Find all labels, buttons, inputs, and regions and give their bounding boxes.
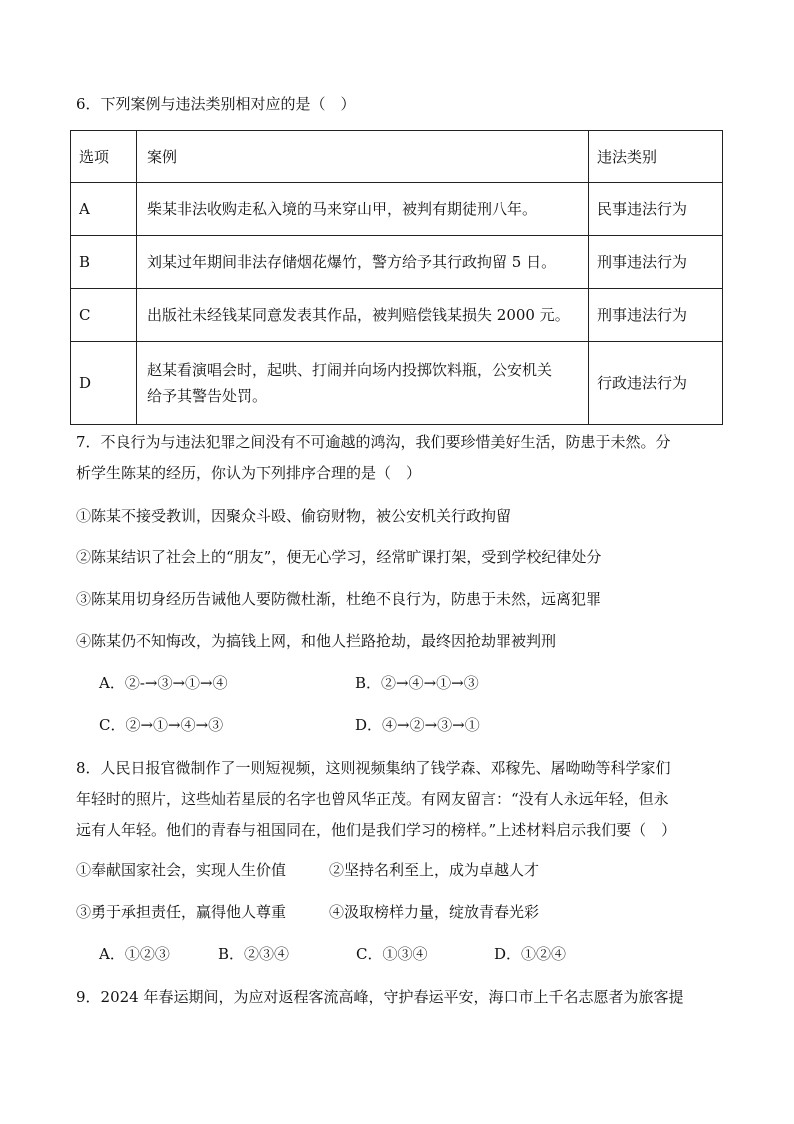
q8-option-d[interactable]: D．①②④: [494, 945, 567, 963]
q8-option-c[interactable]: C．①③④: [356, 945, 428, 963]
table-row: [71, 342, 723, 425]
table-row: [71, 183, 723, 236]
row-category: 民事违法行为: [589, 183, 723, 236]
q9-stem-line: 9．2024 年春运期间，为应对返程客流高峰，守护春运平安，海口市上千名志愿者为旅客提: [76, 988, 684, 1006]
row-case: [137, 342, 589, 425]
header-option: 选项: [71, 131, 137, 183]
row-case-line: 赵某看演唱会时，起哄、打闹并向场内投掷饮料瓶，公安机关: [147, 361, 553, 379]
row-option: B: [71, 236, 137, 289]
table-row: [71, 236, 723, 289]
row-category: 行政违法行为: [589, 342, 723, 425]
row-case: 刘某过年期间非法存储烟花爆竹，警方给予其行政拘留 5 日。: [137, 236, 589, 289]
q7-stem-line: 7．不良行为与违法犯罪之间没有不可逾越的鸿沟，我们要珍惜美好生活，防患于未然。分: [76, 433, 671, 451]
row-case: 出版社未经钱某同意发表其作品，被判赔偿钱某损失 2000 元。: [137, 289, 589, 342]
table-row: [71, 289, 723, 342]
row-option: A: [71, 183, 137, 236]
header-case: 案例: [137, 131, 589, 183]
q8-item: ①奉献国家社会，实现人生价值: [76, 861, 287, 879]
row-option: C: [71, 289, 137, 342]
q7-item: ①陈某不接受教训，因聚众斗殴、偷窃财物，被公安机关行政拘留: [76, 507, 512, 525]
row-case-line: 给予其警告处罚。: [147, 387, 268, 405]
q8-item: ③勇于承担责任，赢得他人尊重: [76, 903, 287, 921]
q6-stem: 6．下列案例与违法类别相对应的是（ ）: [76, 95, 356, 113]
q7-item: ②陈某结识了社会上的“朋友”，便无心学习，经常旷课打架，受到学校纪律处分: [76, 548, 602, 566]
row-case: 柴某非法收购走私入境的马来穿山甲，被判有期徒刑八年。: [137, 183, 589, 236]
q8-option-b[interactable]: B．②③④: [218, 945, 290, 963]
q7-option-a[interactable]: A．②-→③→①→④: [99, 674, 228, 692]
q7-stem-line: 析学生陈某的经历，你认为下列排序合理的是（ ）: [76, 464, 422, 482]
q8-stem-line: 远有人年轻。他们的青春与祖国同在，他们是我们学习的榜样。”上述材料启示我们要（ ）: [76, 821, 677, 839]
row-option: D: [71, 342, 137, 425]
q8-option-a[interactable]: A．①②③: [99, 945, 170, 963]
row-category: 刑事违法行为: [589, 236, 723, 289]
q6-table: [70, 130, 723, 425]
q7-option-b[interactable]: B．②→④→①→③: [355, 674, 479, 692]
table-header-row: [71, 131, 723, 183]
q8-stem-line: 年轻时的照片，这些灿若星辰的名字也曾风华正茂。有网友留言：“没有人永远年轻，但永: [76, 790, 669, 808]
row-category: 刑事违法行为: [589, 289, 723, 342]
q7-item: ③陈某用切身经历告诫他人要防微杜渐，杜绝不良行为，防患于未然，远离犯罪: [76, 590, 602, 608]
q7-item: ④陈某仍不知悔改，为搞钱上网，和他人拦路抢劫，最终因抢劫罪被判刑: [76, 632, 557, 650]
q7-option-d[interactable]: D．④→②→③→①: [355, 716, 480, 734]
q8-item: ②坚持名利至上，成为卓越人才: [329, 861, 540, 879]
q8-stem-line: 8．人民日报官微制作了一则短视频，这则视频集纳了钱学森、邓稼先、屠呦呦等科学家们: [76, 759, 671, 777]
header-category: 违法类别: [589, 131, 723, 183]
q7-option-c[interactable]: C．②→①→④→③: [99, 716, 224, 734]
q8-item: ④汲取榜样力量，绽放青春光彩: [329, 903, 540, 921]
